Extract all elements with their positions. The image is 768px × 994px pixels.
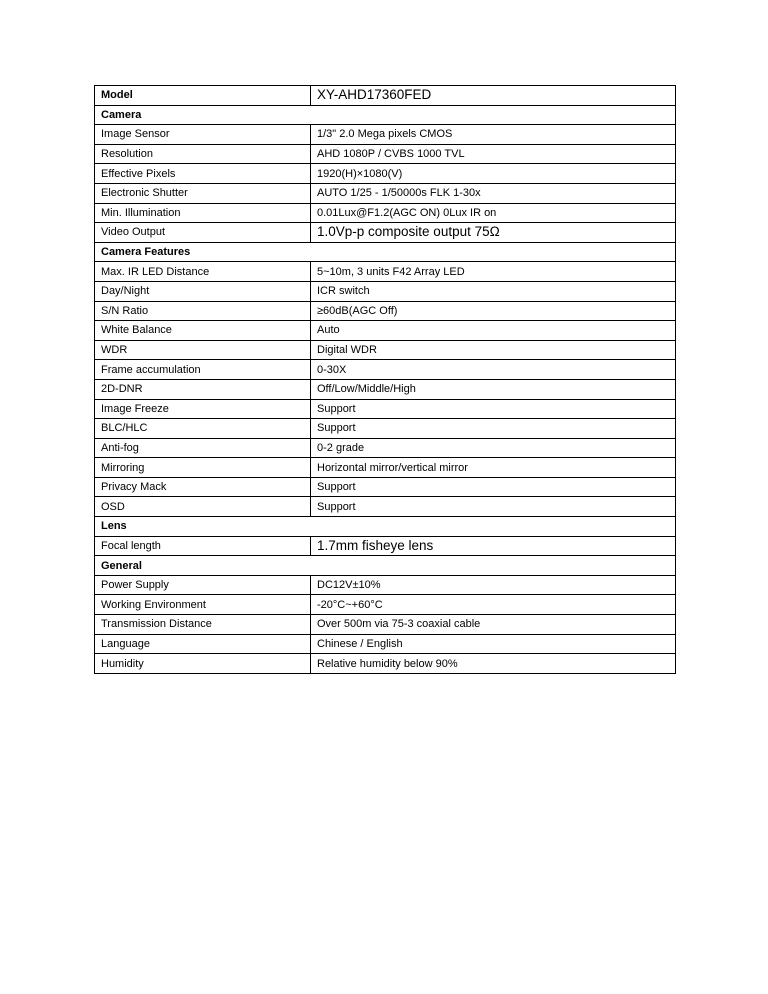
spec-table [94, 85, 676, 674]
model-row [95, 86, 676, 106]
spec-value: DC12V±10% [311, 575, 676, 595]
spec-label: Min. Illumination [95, 203, 311, 223]
spec-value: Digital WDR [311, 340, 676, 360]
spec-row [95, 458, 676, 478]
spec-value: Chinese / English [311, 634, 676, 654]
spec-value: 0.01Lux@F1.2(AGC ON) 0Lux IR on [311, 203, 676, 223]
spec-row [95, 301, 676, 321]
section-header-general [95, 556, 676, 576]
spec-row [95, 615, 676, 635]
spec-row [95, 164, 676, 184]
spec-label: Focal length [95, 536, 311, 556]
spec-value: Support [311, 477, 676, 497]
spec-value: Over 500m via 75-3 coaxial cable [311, 615, 676, 635]
spec-label: Privacy Mack [95, 477, 311, 497]
spec-row [95, 183, 676, 203]
spec-row [95, 125, 676, 145]
spec-row [95, 654, 676, 674]
spec-label: 2D-DNR [95, 379, 311, 399]
section-header-lens [95, 517, 676, 537]
spec-value: ICR switch [311, 281, 676, 301]
spec-row [95, 144, 676, 164]
spec-label: WDR [95, 340, 311, 360]
spec-value: Support [311, 419, 676, 439]
spec-value: AUTO 1/25 - 1/50000s FLK 1-30x [311, 183, 676, 203]
spec-row [95, 438, 676, 458]
spec-value: 0-30X [311, 360, 676, 380]
spec-label: Anti-fog [95, 438, 311, 458]
spec-value: Support [311, 399, 676, 419]
spec-value: Auto [311, 321, 676, 341]
spec-row [95, 223, 676, 243]
spec-label: Max. IR LED Distance [95, 262, 311, 282]
spec-label: Day/Night [95, 281, 311, 301]
spec-label: Image Sensor [95, 125, 311, 145]
spec-value: 1920(H)×1080(V) [311, 164, 676, 184]
spec-row [95, 497, 676, 517]
spec-label: Mirroring [95, 458, 311, 478]
spec-row [95, 575, 676, 595]
spec-row [95, 419, 676, 439]
spec-label: S/N Ratio [95, 301, 311, 321]
spec-row [95, 321, 676, 341]
spec-value: 1/3" 2.0 Mega pixels CMOS [311, 125, 676, 145]
spec-row [95, 360, 676, 380]
section-header-camera-features [95, 242, 676, 262]
spec-row [95, 634, 676, 654]
spec-value: AHD 1080P / CVBS 1000 TVL [311, 144, 676, 164]
spec-label: Video Output [95, 223, 311, 243]
spec-row [95, 399, 676, 419]
section-title: General [95, 556, 676, 576]
spec-label: Language [95, 634, 311, 654]
spec-row [95, 262, 676, 282]
spec-value: 1.7mm fisheye lens [311, 536, 676, 556]
spec-row [95, 379, 676, 399]
spec-row [95, 536, 676, 556]
spec-value: Support [311, 497, 676, 517]
spec-label: OSD [95, 497, 311, 517]
spec-row [95, 281, 676, 301]
section-title: Camera Features [95, 242, 676, 262]
spec-label: BLC/HLC [95, 419, 311, 439]
spec-label: Power Supply [95, 575, 311, 595]
spec-table-body [95, 86, 676, 674]
spec-value: 0-2 grade [311, 438, 676, 458]
spec-label: Resolution [95, 144, 311, 164]
spec-row [95, 477, 676, 497]
spec-row [95, 595, 676, 615]
spec-label: Humidity [95, 654, 311, 674]
spec-label: Working Environment [95, 595, 311, 615]
spec-value: 1.0Vp-p composite output 75Ω [311, 223, 676, 243]
spec-label: Transmission Distance [95, 615, 311, 635]
section-title: Lens [95, 517, 676, 537]
spec-value: -20°C~+60°C [311, 595, 676, 615]
spec-label: Image Freeze [95, 399, 311, 419]
spec-value: Relative humidity below 90% [311, 654, 676, 674]
model-label: Model [95, 86, 311, 106]
spec-label: White Balance [95, 321, 311, 341]
spec-value: Horizontal mirror/vertical mirror [311, 458, 676, 478]
spec-value: ≥60dB(AGC Off) [311, 301, 676, 321]
spec-label: Effective Pixels [95, 164, 311, 184]
section-title: Camera [95, 105, 676, 125]
spec-label: Frame accumulation [95, 360, 311, 380]
spec-label: Electronic Shutter [95, 183, 311, 203]
section-header-camera [95, 105, 676, 125]
model-value: XY-AHD17360FED [311, 86, 676, 106]
spec-row [95, 340, 676, 360]
spec-value: Off/Low/Middle/High [311, 379, 676, 399]
spec-row [95, 203, 676, 223]
spec-value: 5~10m, 3 units F42 Array LED [311, 262, 676, 282]
